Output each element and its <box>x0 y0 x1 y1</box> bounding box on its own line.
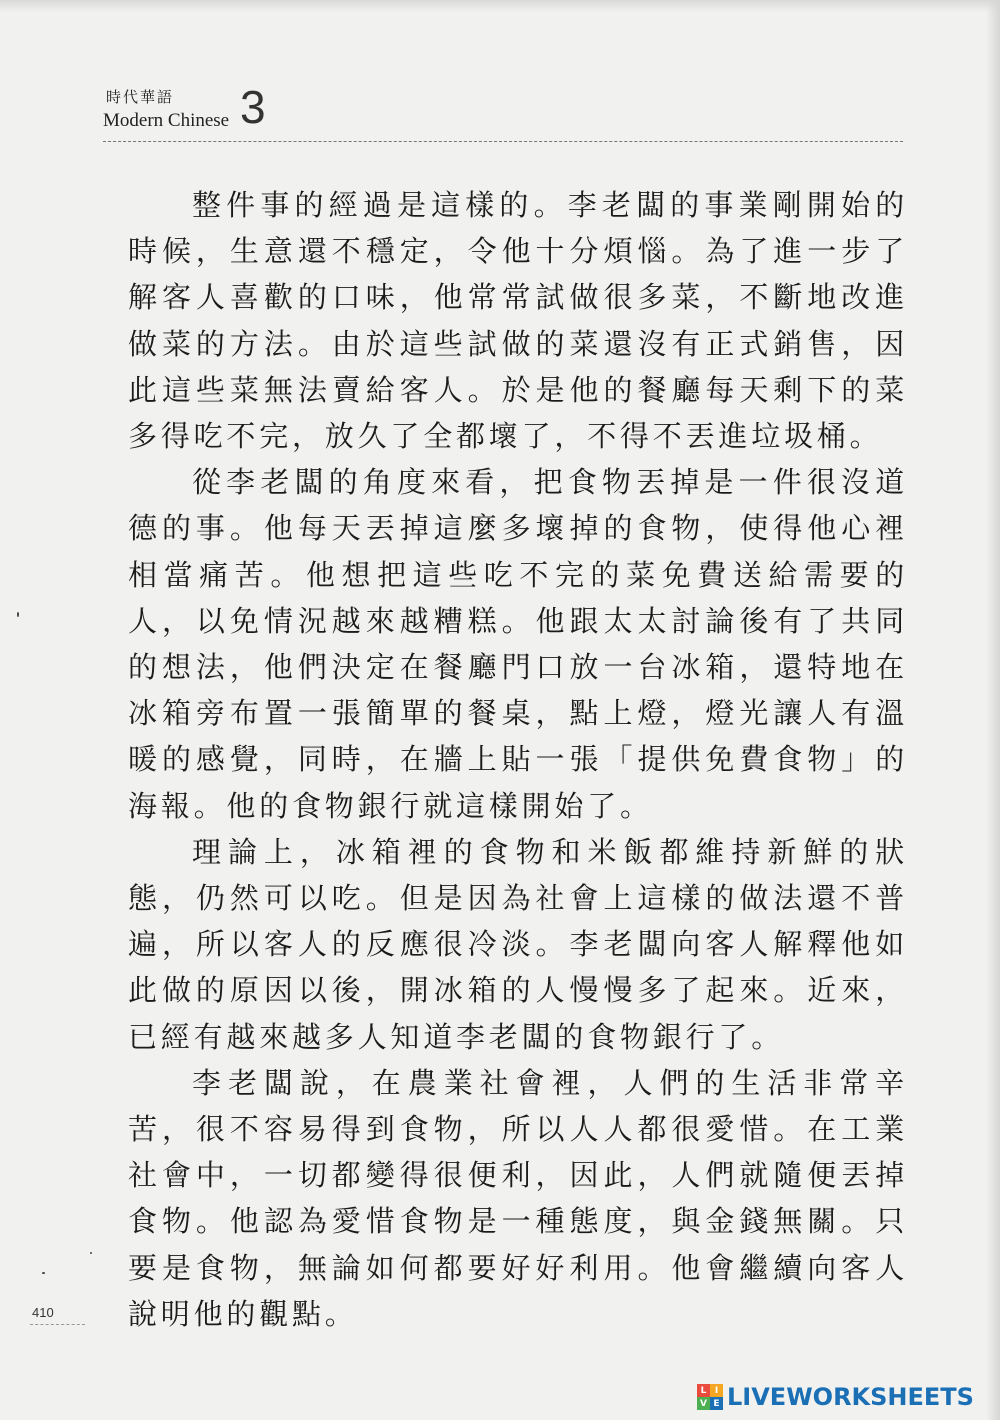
watermark-text: LIVEWORKSHEETS <box>727 1383 974 1411</box>
page-number: 410 <box>32 1305 54 1320</box>
scan-speck <box>17 612 19 617</box>
scan-speck <box>90 1252 92 1254</box>
paragraph-3: 理論上，冰箱裡的食物和米飯都維持新鮮的狀態，仍然可以吃。但是因為社會上這樣的做法還不普遍，所以客人的反應很冷淡。李老闆向客人解釋他如此做的原因以後，開冰箱的人慢慢多了起來。近來，已經有越來越多人知道李老闆的食物銀行了。 <box>128 834 908 1054</box>
scan-shadow-top <box>0 0 1000 12</box>
paragraph-1: 整件事的經過是這樣的。李老闆的事業剛開始的時候，生意還不穩定，令他十分煩惱。為了進一步了解客人喜歡的口味，他常常試做很多菜，不斷地改進做菜的方法。由於這些試做的菜還沒有正式銷售，因此這些菜無法賣給客人。於是他的餐廳每天剩下的菜多得吃不完，放久了全都壞了，不得不丟進垃圾桶。 <box>128 188 908 454</box>
paragraph-2: 從李老闆的角度來看，把食物丟掉是一件很沒道德的事。他每天丟掉這麼多壞掉的食物，使得他心裡相當痛苦。他想把這些吃不完的菜免費送給需要的人，以免情況越來越糟糕。他跟太太討論後有了共同的想法，他們決定在餐廳門口放一台冰箱，還特地在冰箱旁布置一張簡單的餐桌，點上燈，燈光讓人有溫暖的感覺，同時，在牆上貼一張「提供免費食物」的海報。他的食物銀行就這樣開始了。 <box>128 465 908 823</box>
page-number-underline <box>30 1324 85 1325</box>
book-title-english: Modern Chinese <box>103 110 230 131</box>
liveworksheets-logo-icon: L I V E <box>697 1384 723 1410</box>
header-divider <box>103 141 903 142</box>
paragraph-4: 李老闆說，在農業社會裡，人們的生活非常辛苦，很不容易得到食物，所以人人都很愛惜。在工業社會中，一切都變得很便利，因此，人們就隨便丟掉食物。他認為愛惜食物是一種態度，與金錢無關。只要是食物，無論如何都要好好利用。他會繼續向客人說明他的觀點。 <box>128 1065 908 1331</box>
book-title-chinese: 時代華語 <box>106 88 175 106</box>
article-body <box>128 182 908 1337</box>
scan-speck <box>42 1272 45 1274</box>
page-header <box>103 81 903 148</box>
liveworksheets-watermark <box>697 1382 974 1412</box>
scan-shadow-right <box>986 0 1000 1420</box>
volume-number: 3 <box>240 81 266 133</box>
